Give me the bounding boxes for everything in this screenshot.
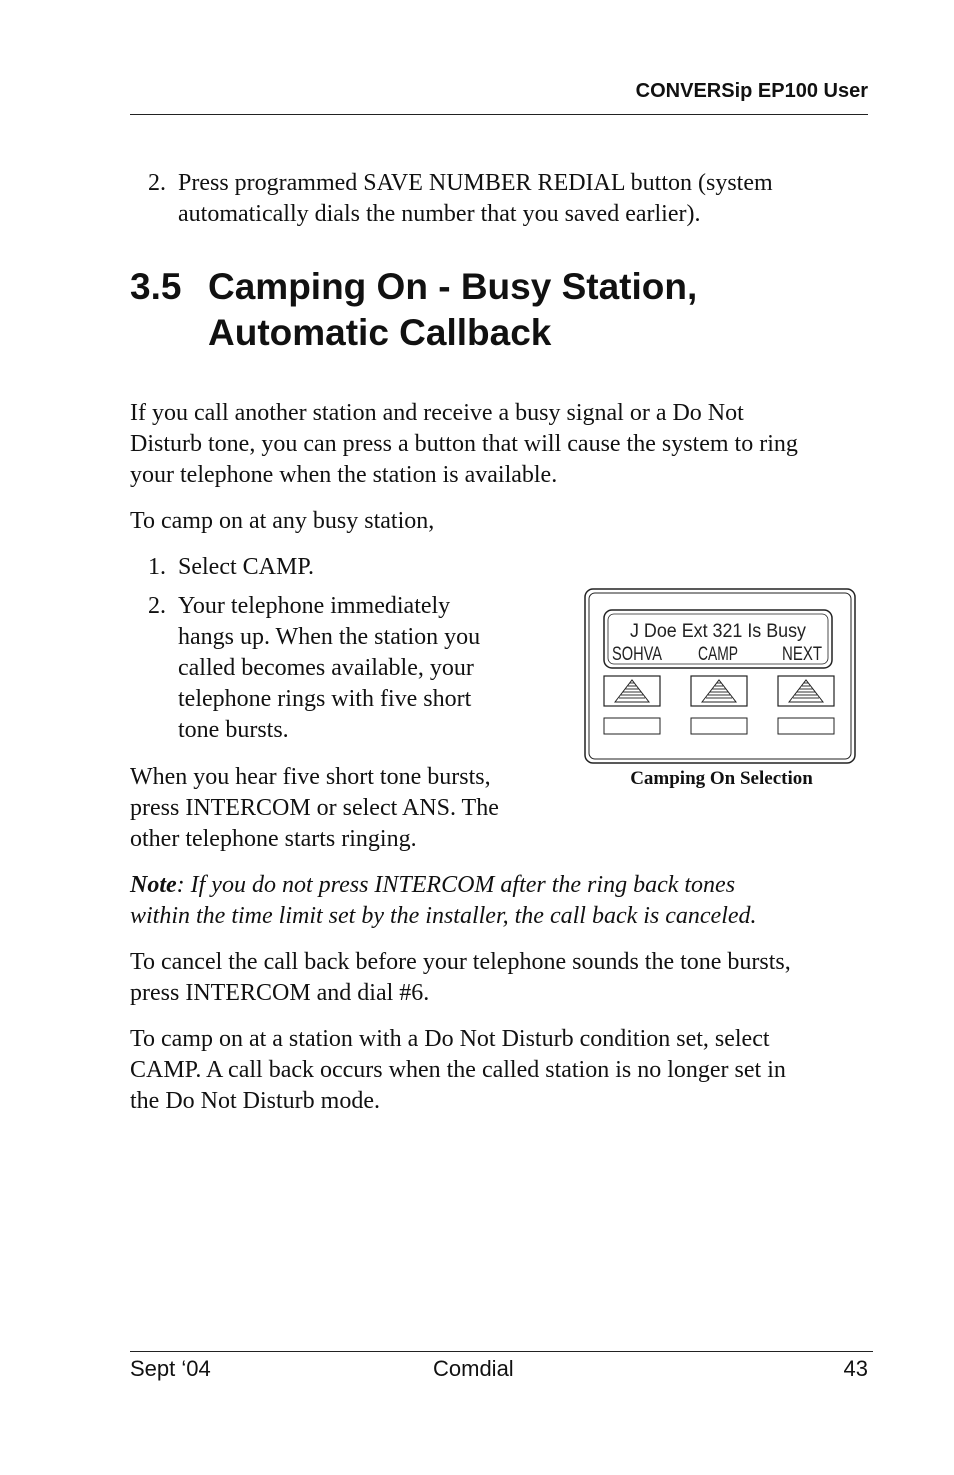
section-title xyxy=(208,264,697,356)
note-paragraph xyxy=(130,870,870,932)
step-line: telephone rings with five short xyxy=(178,686,472,712)
paragraph-line: If you call another station and receive a busy signal or a Do Not xyxy=(130,400,744,426)
step-line: Press programmed SAVE NUMBER REDIAL button (system xyxy=(178,170,773,196)
step-line: automatically dials the number that you saved earlier). xyxy=(178,201,701,227)
step-number: 1. xyxy=(148,554,166,580)
label-strip-3 xyxy=(778,718,834,734)
step-text xyxy=(178,168,773,230)
paragraph-line: press INTERCOM or select ANS. The xyxy=(130,795,499,821)
title-line: Automatic Callback xyxy=(208,312,552,353)
footer-rule xyxy=(130,1351,873,1352)
note-line-1 xyxy=(130,870,870,901)
footer-company: Comdial xyxy=(433,1356,514,1381)
paragraph-line: When you hear five short tone bursts, xyxy=(130,764,491,790)
label-strip-2 xyxy=(691,718,747,734)
paragraph-line: other telephone starts ringing. xyxy=(130,826,417,852)
softkey-button-2[interactable] xyxy=(691,676,747,706)
paragraph-line: your telephone when the station is available. xyxy=(130,462,558,488)
section-number: 3.5 xyxy=(130,266,182,307)
step-text: Select CAMP. xyxy=(178,554,315,580)
step-line: hangs up. When the station you xyxy=(178,624,481,650)
softkey-button-3[interactable] xyxy=(778,676,834,706)
step-text xyxy=(178,591,480,746)
note-line-2: within the time limit set by the installer, the call back is canceled. xyxy=(130,903,757,929)
paragraph-line: press INTERCOM and dial #6. xyxy=(130,980,430,1006)
step-hangs-up xyxy=(130,591,480,746)
softkey-button-1[interactable] xyxy=(604,676,660,706)
paragraph-line: To camp on at a station with a Do Not Disturb condition set, select xyxy=(130,1026,770,1052)
note-label: Note xyxy=(130,872,177,898)
intro-paragraph xyxy=(130,398,870,491)
paragraph-line: Disturb tone, you can press a button that will cause the system to ring xyxy=(130,431,798,457)
footer-date: Sept ‘04 xyxy=(130,1356,211,1381)
paragraph-line: the Do Not Disturb mode. xyxy=(130,1088,380,1114)
step-number: 2. xyxy=(148,593,166,619)
paragraph-line: CAMP. A call back occurs when the called station is no longer set in xyxy=(130,1057,786,1083)
running-header: CONVERSip EP100 User xyxy=(635,80,868,102)
step-line: called becomes available, your xyxy=(178,655,474,681)
cancel-paragraph xyxy=(130,947,870,1009)
softkey-label-camp: CAMP xyxy=(698,644,738,665)
dnd-paragraph xyxy=(130,1024,870,1117)
label-strip-1 xyxy=(604,718,660,734)
paragraph-line: To cancel the call back before your telephone sounds the tone bursts, xyxy=(130,949,791,975)
page-number: 43 xyxy=(843,1356,868,1381)
redial-step xyxy=(130,168,773,230)
camp-intro: To camp on at any busy station, xyxy=(130,508,435,534)
softkey-label-sohva: SOHVA xyxy=(612,644,663,665)
softkey-label-next: NEXT xyxy=(782,644,823,665)
lcd-line-1: J Doe Ext 321 Is Busy xyxy=(630,621,807,642)
section-heading xyxy=(130,264,697,356)
note-text: : If you do not press INTERCOM after the ring back tones xyxy=(176,872,736,898)
phone-display-figure xyxy=(584,588,856,764)
title-line: Camping On - Busy Station, xyxy=(208,266,698,307)
step-number: 2. xyxy=(148,170,166,196)
step-line: tone bursts. xyxy=(178,717,289,743)
step-line: Your telephone immediately xyxy=(178,593,451,619)
figure-caption: Camping On Selection xyxy=(630,768,813,789)
hear-paragraph xyxy=(130,762,570,855)
step-select-camp xyxy=(130,552,314,583)
header-rule xyxy=(130,114,868,115)
